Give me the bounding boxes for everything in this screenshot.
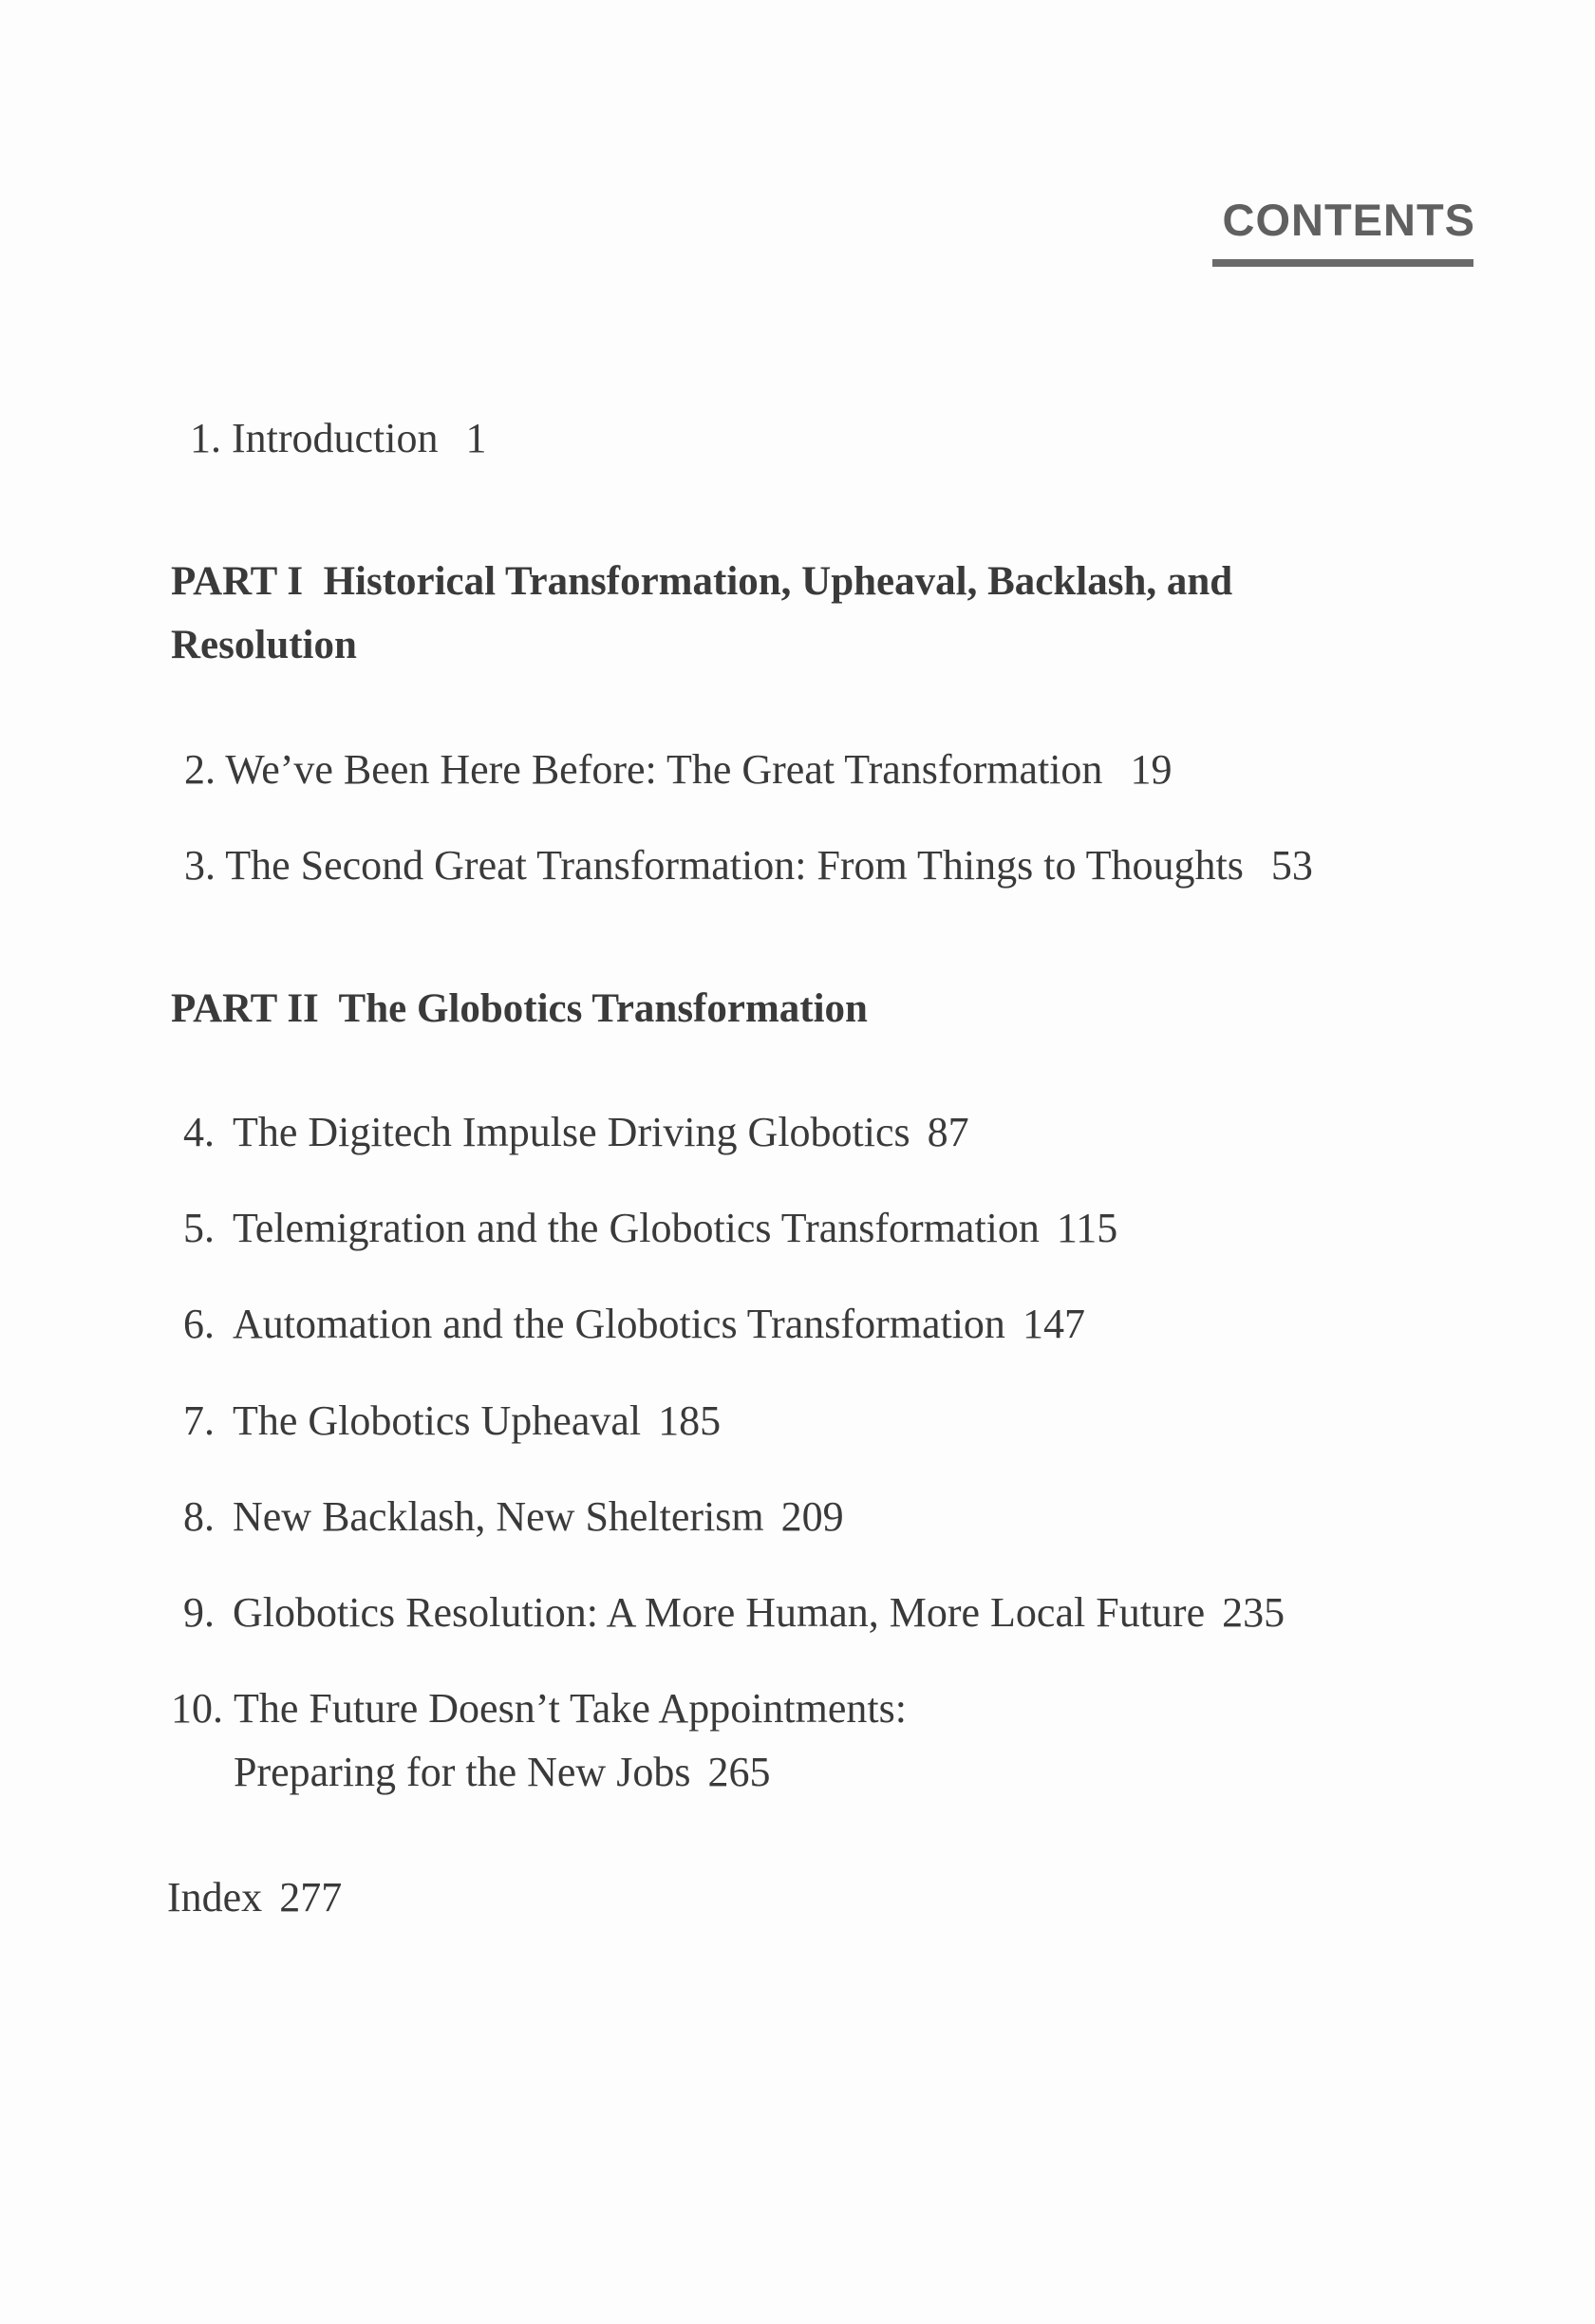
part-2-heading[interactable] bbox=[171, 984, 868, 1034]
toc-entry-8[interactable] bbox=[183, 1492, 844, 1542]
entry-number: 6. bbox=[183, 1301, 215, 1347]
entry-page: 265 bbox=[707, 1749, 771, 1795]
entry-title: The Future Doesn’t Take Appointments: bbox=[234, 1685, 907, 1732]
index-page: 277 bbox=[279, 1874, 343, 1921]
entry-title: Automation and the Globotics Transformation bbox=[233, 1301, 1005, 1347]
entry-title: Telemigration and the Globotics Transformation bbox=[233, 1205, 1040, 1251]
part-title: Historical Transformation, Upheaval, Backlash, and bbox=[323, 559, 1233, 604]
toc-entry-4[interactable] bbox=[183, 1108, 969, 1157]
heading-rule bbox=[1212, 259, 1473, 267]
entry-number: 5. bbox=[183, 1205, 215, 1251]
part-label: PART II bbox=[171, 986, 319, 1031]
contents-heading: CONTENTS bbox=[1222, 195, 1475, 245]
entry-title: New Backlash, New Shelterism bbox=[233, 1493, 764, 1540]
entry-title: The Digitech Impulse Driving Globotics bbox=[233, 1109, 910, 1155]
entry-page: 147 bbox=[1022, 1301, 1085, 1347]
entry-title: The Second Great Transformation: From Things to Thoughts bbox=[225, 842, 1244, 889]
part-1-heading-cont: Resolution bbox=[171, 623, 357, 667]
entry-title: Globotics Resolution: A More Human, More Local Future bbox=[233, 1589, 1206, 1636]
toc-entry-3[interactable] bbox=[184, 841, 1313, 890]
entry-number: 8. bbox=[183, 1493, 215, 1540]
entry-number: 4. bbox=[183, 1109, 215, 1155]
entry-page: 19 bbox=[1130, 746, 1173, 793]
toc-entry-2[interactable] bbox=[184, 745, 1172, 795]
entry-page: 87 bbox=[927, 1109, 969, 1155]
entry-page: 53 bbox=[1270, 842, 1313, 889]
entry-title-cont: Preparing for the New Jobs bbox=[234, 1749, 691, 1795]
toc-entry-7[interactable] bbox=[183, 1396, 721, 1446]
toc-entry-10-cont[interactable] bbox=[234, 1748, 770, 1797]
toc-entry-1[interactable] bbox=[190, 414, 487, 463]
entry-number: 2. bbox=[184, 746, 216, 793]
entry-number: 9. bbox=[183, 1589, 215, 1636]
part-1-heading[interactable] bbox=[171, 557, 1232, 607]
entry-title: Introduction bbox=[232, 415, 439, 461]
entry-title: We’ve Been Here Before: The Great Transformation bbox=[225, 746, 1103, 793]
toc-entry-9[interactable] bbox=[183, 1588, 1285, 1638]
entry-page: 209 bbox=[780, 1493, 844, 1540]
entry-page: 185 bbox=[658, 1397, 722, 1444]
toc-entry-6[interactable] bbox=[183, 1300, 1085, 1349]
entry-page: 235 bbox=[1222, 1589, 1285, 1636]
entry-page: 1 bbox=[465, 415, 487, 461]
entry-number: 7. bbox=[183, 1397, 215, 1444]
toc-entry-10[interactable] bbox=[171, 1684, 907, 1734]
toc-entry-5[interactable] bbox=[183, 1204, 1117, 1253]
entry-page: 115 bbox=[1056, 1205, 1118, 1251]
entry-number: 10. bbox=[171, 1685, 223, 1732]
entry-title: The Globotics Upheaval bbox=[233, 1397, 642, 1444]
toc-index[interactable] bbox=[167, 1873, 342, 1922]
entry-number: 1. bbox=[190, 415, 221, 461]
index-title: Index bbox=[167, 1874, 263, 1921]
part-title: The Globotics Transformation bbox=[338, 986, 868, 1031]
entry-number: 3. bbox=[184, 842, 216, 889]
part-label: PART I bbox=[171, 559, 304, 604]
